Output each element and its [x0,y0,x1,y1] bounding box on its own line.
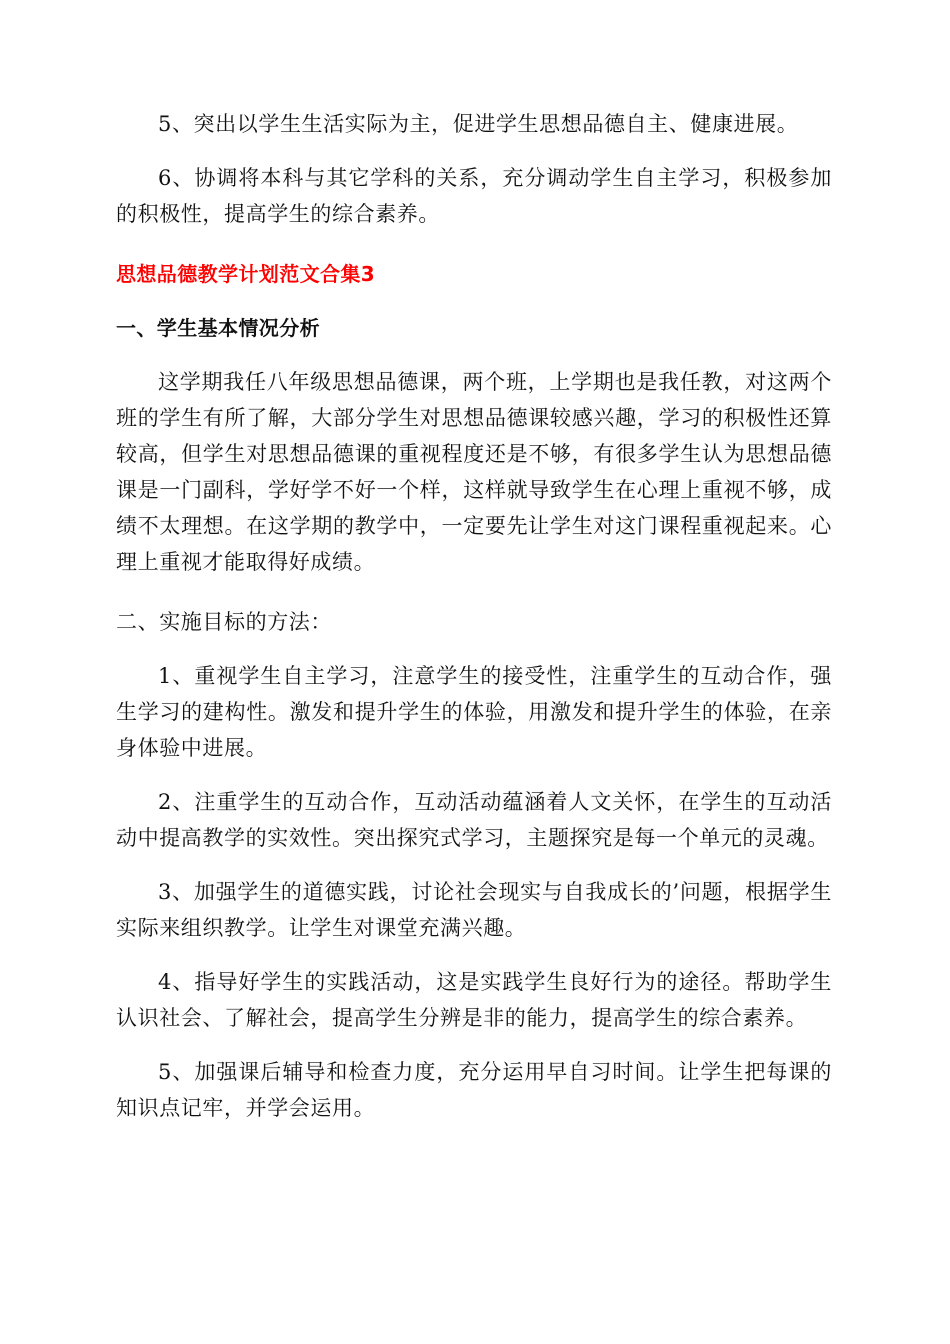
section2-item-2: 2、注重学生的互动合作，互动活动蕴涵着人文关怀，在学生的互动活动中提高教学的实效性。突出探究式学习，主题探究是每一个单元的灵魂。 [116,790,832,850]
section2-item-4: 4、指导好学生的实践活动，这是实践学生良好行为的途径。帮助学生认识社会、了解社会，提高学生分辨是非的能力，提高学生的综合素养。 [116,970,832,1030]
section2-item-3: 3、加强学生的道德实践，讨论社会现实与自我成长的’问题，根据学生实际来组织教学。让学生对课堂充满兴趣。 [116,880,832,940]
section2-item-5: 5、加强课后辅导和检查力度，充分运用早自习时间。让学生把每课的知识点记牢，并学会运用。 [116,1060,832,1120]
paragraph-top-2: 6、协调将本科与其它学科的关系，充分调动学生自主学习，积极参加的积极性，提高学生的综合素养。 [116,166,832,226]
section2-item-1: 1、重视学生自主学习，注意学生的接受性，注重学生的互动合作，强生学习的建构性。激发和提升学生的体验，用激发和提升学生的体验，在亲身体验中进展。 [116,664,832,760]
section1-body: 这学期我任八年级思想品德课，两个班，上学期也是我任教，对这两个班的学生有所了解，大部分学生对思想品德课较感兴趣，学习的积极性还算较高，但学生对思想品德课的重视程度还是不够，有很多学生认为思想品德课是一门副科，学好学不好一个样，这样就导致学生在心理上重视不够，成绩不太理想。在这学期的教学中，一定要先让学生对这门课程重视起来。心理上重视才能取得好成绩。 [116,370,832,574]
document-page [116,106,832,1126]
document-title: 思想品德教学计划范文合集3 [116,262,376,286]
section1-heading: 一、学生基本情况分析 [116,316,320,340]
paragraph-top-1: 5、突出以学生生活实际为主，促进学生思想品德自主、健康进展。 [158,112,799,136]
section2-heading: 二、实施目标的方法： [116,610,332,634]
